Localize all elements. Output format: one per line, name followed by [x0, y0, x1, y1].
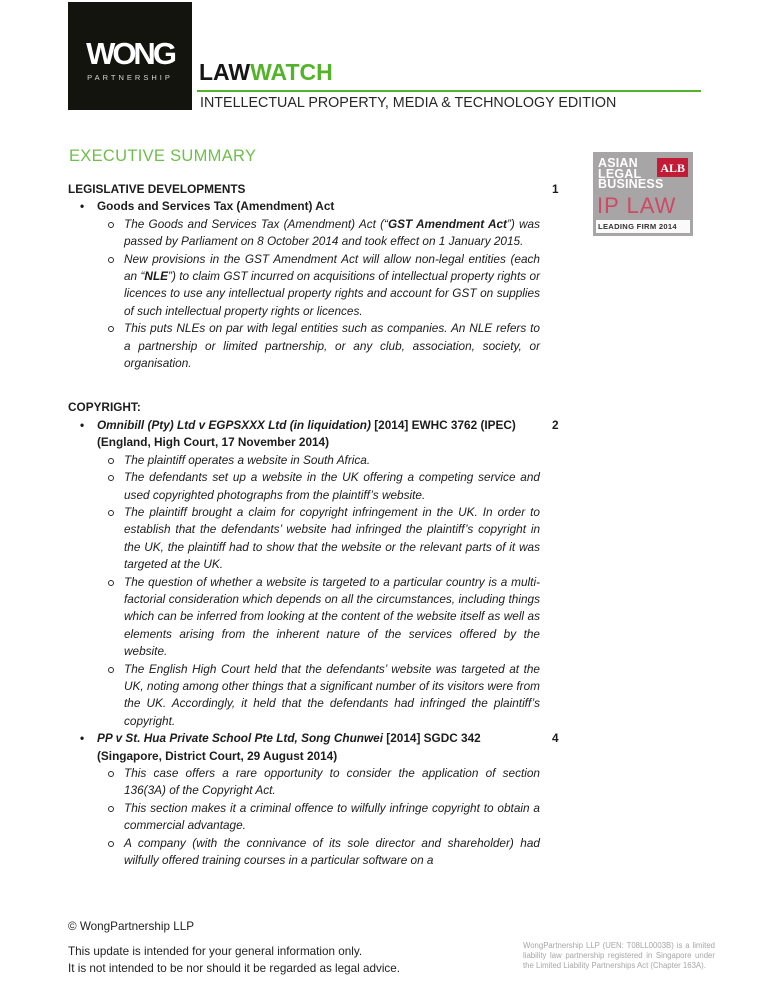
point-text	[124, 251, 540, 321]
case-title	[97, 730, 540, 765]
point-text	[124, 504, 540, 574]
bullet-icon: •	[80, 199, 85, 214]
summary-section	[68, 399, 559, 869]
point-text	[124, 765, 540, 800]
circle-bullet-icon	[108, 475, 114, 481]
alb-publication-name	[593, 152, 693, 190]
page-number: 2	[552, 417, 559, 432]
text-segment: This case offers a rare opportunity to consider the application of section 136(3A) of the Copyright Act.	[124, 766, 540, 798]
point-text	[124, 661, 540, 731]
case-title-row	[68, 198, 540, 215]
summary-point	[68, 452, 540, 469]
text-segment: The Goods and Services Tax (Amendment) Act (“	[124, 216, 388, 231]
circle-bullet-icon	[108, 841, 114, 847]
section-heading-row	[68, 181, 559, 198]
edition-subtitle: INTELLECTUAL PROPERTY, MEDIA & TECHNOLOGY EDITION	[200, 95, 617, 111]
summary-point	[68, 835, 540, 870]
newsletter-title	[199, 61, 333, 84]
point-text	[124, 835, 540, 870]
circle-bullet-icon	[108, 580, 114, 586]
circle-bullet-icon	[108, 806, 114, 812]
text-segment: This puts NLEs on par with legal entities such as companies. An NLE refers to a partnership or limited partnership, or any club, association, society, or organisation.	[124, 321, 540, 371]
summary-point	[68, 800, 540, 835]
text-segment: [2014] SGDC 342 (Singapore, District Court, 29 August 2014)	[97, 731, 481, 763]
page-number: 4	[552, 731, 559, 746]
alb-name-line: ASIAN	[598, 156, 638, 170]
bullet-icon: •	[80, 731, 85, 746]
section-heading: LEGISLATIVE DEVELOPMENTS	[68, 182, 246, 196]
circle-bullet-icon	[108, 771, 114, 777]
bullet-icon: •	[80, 417, 85, 432]
summary-point	[68, 251, 540, 321]
case-title	[97, 417, 540, 452]
circle-bullet-icon	[108, 222, 114, 228]
wong-partnership-logo	[68, 2, 192, 110]
alb-name-line: BUSINESS	[598, 177, 664, 191]
text-segment: The English High Court held that the defendants’ website was targeted at the UK, noting among other things that a significant number of its visitors were from the UK. Accordingly, it held that the defendants had infringed the plaintiff’s copyright.	[124, 661, 540, 728]
disclaimer-line: It is not intended to be nor should it be regarded as legal advice.	[68, 961, 401, 975]
text-segment: GST Amendment Act	[387, 216, 507, 231]
summary-point	[68, 574, 540, 661]
point-text	[124, 800, 540, 835]
text-segment: The question of whether a website is targeted to a particular country is a multi-factorial consideration which depends on all the circumstances, including things which can be inferred from looking at the content of the website itself as well as elements arising from the inherent nature of the services offered by the website.	[124, 574, 540, 659]
text-segment: The plaintiff brought a claim for copyright infringement in the UK. In order to establish that the defendants’ website had infringed the plaintiff’s copyright in the UK, the plaintiff had to show that the website or the relevant parts of it was targeted at the UK.	[124, 504, 540, 572]
text-segment: This section makes it a criminal offence to wilfully infringe copyright to obtain a commercial advantage.	[124, 800, 540, 833]
summary-point	[68, 216, 540, 251]
logo-wordmark: WONG	[86, 36, 174, 71]
copyright-line: © WongPartnership LLP	[68, 920, 194, 933]
case-title-row	[68, 730, 559, 765]
ip-law-award-title: IP LAW	[597, 192, 677, 218]
text-segment: The plaintiff operates a website in South Africa.	[124, 452, 371, 467]
case-title	[97, 198, 540, 215]
point-text	[124, 452, 540, 469]
summary-section	[68, 181, 559, 372]
summary-sections	[68, 181, 559, 869]
circle-bullet-icon	[108, 257, 114, 263]
text-segment: NLE	[144, 269, 169, 284]
disclaimer-line: This update is intended for your general information only.	[68, 945, 363, 958]
green-divider-rule	[197, 90, 701, 92]
text-segment: ”) to claim GST incurred on acquisitions of intellectual property rights or licences to use any intellectual property rights and account for GST on supplies of such intellectual property rights or licences.	[124, 269, 541, 318]
text-segment: The defendants set up a website in the UK offering a competing service and used copyrighted photographs from the plaintiff’s website.	[124, 470, 540, 502]
summary-point	[68, 469, 540, 504]
section-heading-row	[68, 399, 540, 416]
point-text	[124, 469, 540, 504]
circle-bullet-icon	[108, 326, 114, 332]
point-text	[124, 320, 540, 372]
alb-name-line: LEGAL	[598, 166, 642, 181]
text-segment: ”) was passed by Parliament on 8 October 2014 and took effect on 1 January 2015.	[124, 216, 540, 249]
page-title: EXECUTIVE SUMMARY	[69, 147, 257, 165]
circle-bullet-icon	[108, 510, 114, 516]
summary-point	[68, 320, 540, 372]
newsletter-title-law: LAW	[199, 59, 251, 85]
text-segment: Omnibill (Pty) Ltd v EGPSXXX Ltd (in liquidation)	[97, 417, 371, 432]
circle-bullet-icon	[108, 667, 114, 673]
registration-notice: WongPartnership LLP (UEN: T08LL0003B) is a limited liability law partnership registered in Singapore under the Limited Liability Partnerships Act (Chapter 163A).	[523, 941, 715, 970]
point-text	[124, 574, 540, 661]
text-segment: PP v St. Hua Private School Pte Ltd, Song Chunwei	[97, 731, 384, 746]
summary-point	[68, 504, 540, 574]
text-segment: Goods and Services Tax (Amendment) Act	[97, 199, 335, 214]
summary-point	[68, 661, 540, 731]
text-segment: A company (with the connivance of its sole director and shareholder) had wilfully offered training courses in a particular software on a	[124, 835, 540, 868]
alb-award-badge	[593, 152, 693, 236]
leading-firm-label: LEADING FIRM 2014	[596, 220, 690, 233]
newsletter-title-watch: WATCH	[250, 59, 333, 85]
page-number: 1	[552, 182, 559, 196]
text-segment: New provisions in the GST Amendment Act will allow non-legal entities (each an “	[124, 251, 540, 284]
logo-subtitle: PARTNERSHIP	[87, 73, 173, 82]
section-heading: COPYRIGHT:	[68, 400, 141, 415]
summary-point	[68, 765, 540, 800]
text-segment: [2014] EWHC 3762 (IPEC) (England, High Court, 17 November 2014)	[97, 417, 516, 450]
case-title-row	[68, 417, 559, 452]
alb-logo-box: ALB	[657, 158, 688, 177]
point-text	[124, 216, 540, 251]
circle-bullet-icon	[108, 458, 114, 464]
disclaimer	[68, 944, 400, 977]
